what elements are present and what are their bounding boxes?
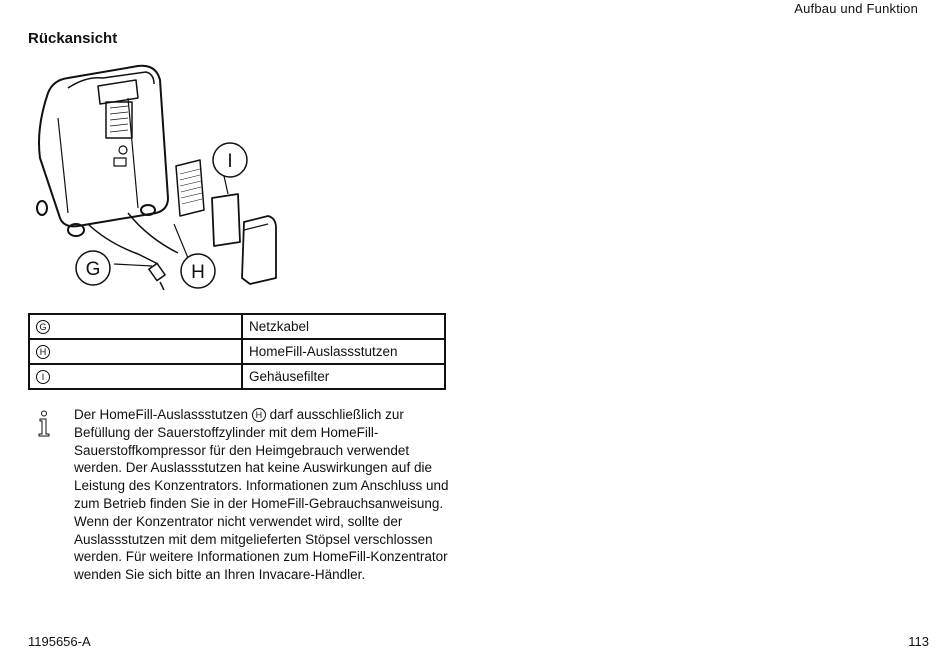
legend-key — [29, 314, 242, 339]
info-icon — [36, 410, 52, 438]
document-number: 1195656-A — [28, 634, 91, 649]
legend-table — [28, 313, 446, 390]
legend-key — [29, 364, 242, 389]
section-title: Rückansicht — [28, 30, 118, 47]
legend-row — [29, 339, 445, 364]
legend-key — [29, 339, 242, 364]
circled-key: H — [36, 345, 50, 359]
legend-row — [29, 364, 445, 389]
info-text-start: Der HomeFill-Auslassstutzen — [74, 407, 252, 422]
power-cord — [88, 224, 158, 264]
legend-label: Netzkabel — [242, 314, 445, 339]
page-number: 113 — [908, 634, 929, 649]
circled-key: H — [252, 408, 266, 422]
filter-cassette — [176, 160, 204, 216]
legend-label: HomeFill-Auslassstutzen — [242, 339, 445, 364]
concentrator-rear-illustration — [28, 58, 308, 303]
callout-g-label: G — [85, 259, 101, 280]
callout-h-label: H — [191, 262, 205, 283]
legend-label: Gehäusefilter — [242, 364, 445, 389]
legend-row — [29, 314, 445, 339]
info-note — [74, 406, 454, 584]
info-text-rest: darf ausschließlich zur Befüllung der Sauerstoffzylinder mit dem HomeFill-Sauerstoffkompressor für den Heimgebrauch verwendet werden. Der Auslassstutzen hat keine Auswirkungen auf die Leistung des Konzentrators. Informationen zum Anschluss und zum Betrieb finden Sie in der HomeFill-Gebrauchsanweisung. Wenn der Konzentrator nicht verwendet wird, sollte der Auslassstutzen mit dem mitgelieferten Stöpsel verschlossen werden. Für weitere Informationen zum HomeFill-Konzentrator wenden Sie sich bitte an Ihren Invacare-Händler. — [74, 407, 449, 583]
circled-key: I — [36, 370, 50, 384]
callout-i-label: I — [227, 151, 233, 172]
filter-mat — [212, 194, 240, 246]
chapter-header: Aufbau und Funktion — [794, 1, 918, 16]
circled-key: G — [36, 320, 50, 334]
device-body — [39, 66, 168, 227]
